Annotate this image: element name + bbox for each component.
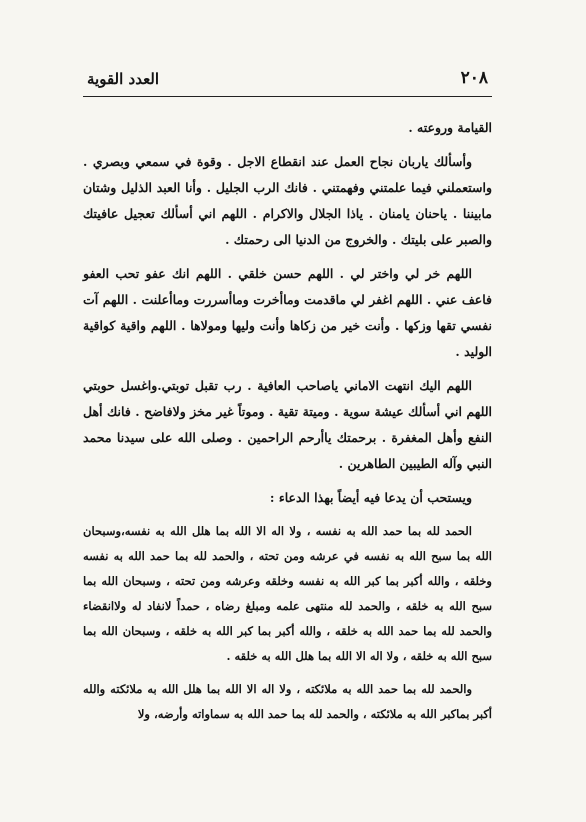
page-header (83, 68, 492, 96)
paragraph-3: اللهم خر لي واختر لي . اللهم حسن خلقي . اللهم انك عفو تحب العفو فاعف عني . اللهم اغفر لي ماقدمت وماأخرت وماأسررت وماأعلنت . اللهم آت نفسي تقها وزكها . وأنت خير من زكاها وأنت وليها ومولاها . اللهم واقية كواقية الوليد . (83, 266, 492, 359)
paragraph-1: القيامة وروعته . (408, 120, 492, 135)
page-number: ٢٠٨ (460, 68, 488, 88)
paragraph-6: الحمد لله بما حمد الله به نفسه ، ولا اله الا الله بما هلل الله به نفسه،وسبحان الله بما سبح الله به نفسه في عرشه ومن تحته ، والحمد لله بما حمد الله به نفسه وخلقه ، والله أكبر بما كبر الله به نفسه وخلقه وعرشه ومن تحته ، وسبحان الله بما سبح الله به خلقه ، والحمد لله منتهى علمه ومبلغ رضاه ، حمداً لانفاد له ولاانقضاء والحمد لله بما حمد الله به خلقه ، والله أكبر بما كبر الله به خلقه ، وسبحان الله بما سبح الله به خلقه ، ولا اله الا الله بما هلل الله به خلقه . (83, 524, 492, 663)
header-rule (83, 96, 492, 97)
paragraph-4: اللهم اليك انتهت الاماني ياصاحب العافية . رب تقبل توبتي.واغسل حوبتي اللهم اني أسألك عيشة سوية . وميتة تقية . وموتاً غير مخز ولافاضح . فانك أهل النفع وأهل المغفرة . برحمتك ياأرحم الراحمين . وصلى الله على سيدنا محمد النبي وآله الطيبين الطاهرين . (83, 378, 492, 471)
paragraph-7: والحمد لله بما حمد الله به ملائكته ، ولا اله الا الله بما هلل الله به ملائكته والله أكبر بماكبر الله به ملائكته ، والحمد لله بما حمد الله به سماواته وأرضه، ولا (83, 682, 492, 721)
running-title: العدد القوية (87, 70, 160, 88)
paragraph-5: ويستحب أن يدعا فيه أيضاً بهذا الدعاء : (269, 490, 472, 505)
paragraph-2: وأسألك ياربان نجاح العمل عند انقطاع الاجل . وقوة في سمعي وبصري . واستعملني فيما علمتني وفهمتني . فانك الرب الجليل . وأنا العبد الذليل وشتان مابيننا . ياحنان يامنان . ياذا الجلال والاكرام . اللهم اني أسألك تعجيل عافيتك والصبر على بليتك . والخروج من الدنيا الى رحمتك . (83, 154, 492, 247)
page-body (83, 115, 492, 727)
